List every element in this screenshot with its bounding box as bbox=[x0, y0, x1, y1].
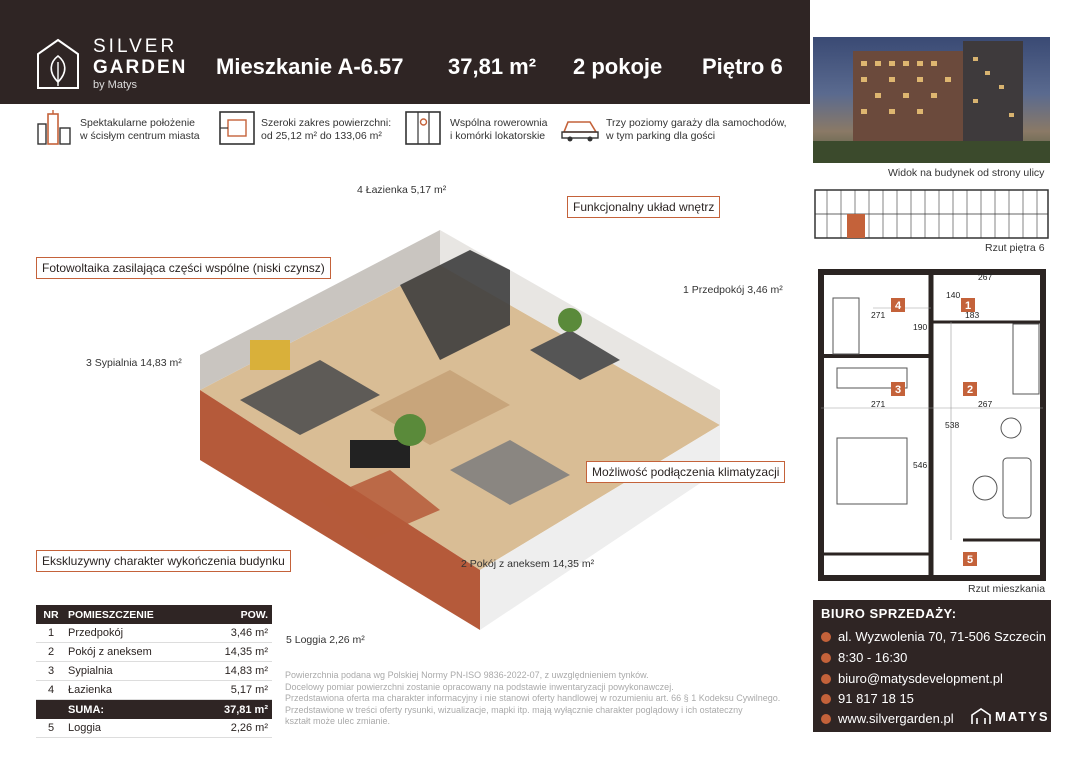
sales-hours: 8:30 - 16:30 bbox=[821, 650, 907, 665]
globe-icon bbox=[821, 714, 831, 724]
apartment-rooms: 2 pokoje bbox=[573, 54, 663, 79]
feature-garage: Trzy poziomy garaży dla samochodów, w tym parking dla gości bbox=[606, 117, 787, 142]
matys-logo-icon bbox=[971, 707, 991, 725]
label-przedpokoj: 1 Przedpokój 3,46 m² bbox=[683, 284, 783, 296]
room-number-4: 4 bbox=[894, 300, 902, 312]
photo-caption: Widok na budynek od strony ulicy bbox=[888, 167, 1045, 179]
callout-klimatyzacja: Możliwość podłączenia klimatyzacji bbox=[586, 461, 785, 483]
feature-location: Spektakularne położenie w ścisłym centrum miasta bbox=[80, 117, 200, 142]
room-number-2: 2 bbox=[966, 384, 974, 396]
dim-546: 546 bbox=[913, 460, 928, 470]
disclaimer: Powierzchnia podana wg Polskiej Normy PN-ISO 9836-2022-07, z uwzględnieniem tynków. Docelowy pomiar powierzchni zostanie opracowany na podstawie inwentaryzacji powykonawczej. Przedstawiona oferta ma charakter informacyjny i nie stanowi oferty handlowej w rozumieniu art. 66 § 1 Kodeksu Cywilnego. Przedstawione w treści oferty rysunki, wizualizacje, mapki itp. mają wyłącznie charakter poglądowy i ich ostateczny kształt może ulec zmianie. bbox=[285, 670, 781, 726]
sales-web[interactable]: www.silvergarden.pl bbox=[821, 711, 954, 726]
feature-range: Szeroki zakres powierzchni: od 25,12 m² do 133,06 m² bbox=[261, 117, 392, 142]
sales-title: BIURO SPRZEDAŻY: bbox=[821, 606, 957, 621]
label-sypialnia: 3 Sypialnia 14,83 m² bbox=[86, 357, 182, 369]
brand-line3: by Matys bbox=[93, 79, 138, 91]
mail-icon bbox=[821, 674, 831, 684]
keyplan-caption: Rzut piętra 6 bbox=[985, 242, 1045, 254]
storage-icon bbox=[404, 110, 442, 144]
rooms-table bbox=[36, 605, 272, 738]
table-row: 1 Przedpokój 3,46 m² bbox=[36, 624, 272, 643]
apartment-floor-plan bbox=[813, 258, 1050, 583]
label-pokoj: 2 Pokój z aneksem 14,35 m² bbox=[461, 558, 595, 570]
table-header: NR POMIESZCZENIE POW. bbox=[36, 605, 272, 624]
table-row: 3 Sypialnia 14,83 m² bbox=[36, 662, 272, 681]
sales-email[interactable]: biuro@matysdevelopment.pl bbox=[821, 671, 1003, 686]
apartment-area: 37,81 m² bbox=[448, 54, 537, 79]
sales-phone[interactable]: 91 817 18 15 bbox=[821, 691, 914, 706]
room-number-5: 5 bbox=[966, 554, 974, 566]
phone-icon bbox=[821, 694, 831, 704]
location-pin-icon bbox=[821, 632, 831, 642]
dim-267b: 267 bbox=[978, 399, 993, 409]
matys-logo: MATYS bbox=[971, 707, 1050, 725]
dim-267a: 267 bbox=[978, 272, 993, 282]
table-row: 4 Łazienka 5,17 m² bbox=[36, 681, 272, 700]
table-row: 2 Pokój z aneksem 14,35 m² bbox=[36, 643, 272, 662]
brand-line1: SILVER bbox=[93, 36, 178, 57]
brand-line2: GARDEN bbox=[93, 57, 188, 78]
apartment-floor: Piętro 6 bbox=[702, 54, 783, 79]
car-icon bbox=[560, 112, 598, 146]
dim-538: 538 bbox=[945, 420, 960, 430]
floorplan-caption: Rzut mieszkania bbox=[968, 583, 1046, 595]
dim-183: 183 bbox=[965, 310, 980, 320]
apartment-title: Mieszkanie A-6.57 bbox=[216, 54, 404, 79]
feature-storage: Wspólna rowerownia i komórki lokatorskie bbox=[450, 117, 548, 142]
label-loggia: 5 Loggia 2,26 m² bbox=[286, 634, 365, 646]
floor-key-plan bbox=[813, 188, 1050, 240]
floorplan-icon bbox=[218, 110, 256, 144]
callout-fotowoltaika: Fotowoltaika zasilająca części wspólne (niski czynsz) bbox=[36, 257, 331, 279]
callout-funkcjonalny: Funkcjonalny układ wnętrz bbox=[567, 196, 720, 218]
city-buildings-icon bbox=[36, 110, 74, 144]
clock-icon bbox=[821, 653, 831, 663]
sales-address: al. Wyzwolenia 70, 71-506 Szczecin bbox=[821, 629, 1046, 644]
building-photo bbox=[813, 37, 1050, 163]
room-number-1: 1 bbox=[964, 300, 972, 312]
callout-ekskluzywny: Ekskluzywny charakter wykończenia budynku bbox=[36, 550, 291, 572]
silver-garden-logo-icon bbox=[36, 38, 80, 90]
room-number-3: 3 bbox=[894, 384, 902, 396]
dim-271b: 271 bbox=[871, 399, 886, 409]
sales-office-box bbox=[813, 600, 1051, 732]
table-sum-row: SUMA: 37,81 m² bbox=[36, 700, 272, 719]
dim-271a: 271 bbox=[871, 310, 886, 320]
dim-140: 140 bbox=[946, 290, 961, 300]
label-lazienka: 4 Łazienka 5,17 m² bbox=[357, 184, 447, 196]
table-row: 5 Loggia 2,26 m² bbox=[36, 719, 272, 738]
dim-190: 190 bbox=[913, 322, 928, 332]
